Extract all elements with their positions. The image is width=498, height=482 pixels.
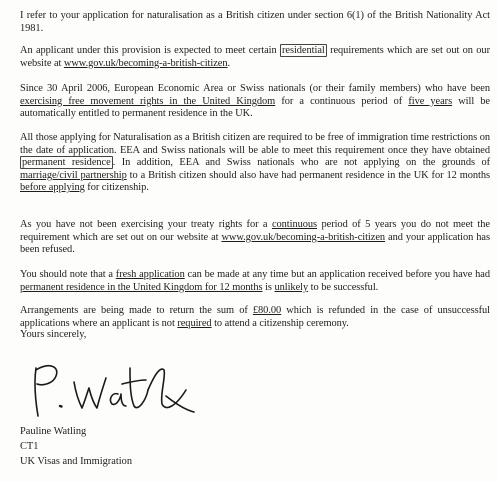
paragraph-text: which is refunded in the case of unsuccessful applications where an applicant is not [20, 305, 490, 329]
paragraph-application-reference [20, 10, 490, 35]
underlined-continuous: continuous [271, 219, 318, 230]
signatory-name: Pauline Watling [20, 426, 87, 437]
paragraph-text: for citizenship. [84, 182, 149, 194]
underlined-five-years: five years [408, 95, 453, 107]
paragraph-immigration-time-restrictions [20, 132, 490, 195]
paragraph-residential-requirements [20, 45, 490, 70]
paragraph-text: . [227, 57, 231, 69]
website-link[interactable]: www.gov.uk/becoming-a-british-citizen [63, 57, 228, 69]
underlined-before-applying: before applying [20, 182, 85, 194]
underlined-refund-amount: £80.00 [252, 305, 282, 316]
paragraph-text: Since 30 April 2006, European Economic Area or Swiss nationals (or their family members) who have been [20, 83, 490, 94]
paragraph-eea-nationals [20, 83, 490, 121]
paragraph-text: and your application has been refused. [20, 231, 490, 256]
paragraph-text: can be made at any time but an application received before you have had [184, 269, 490, 280]
paragraph-text: All those applying for Naturalisation as a British citizen are required to be free of immigration time restrictions on the date of application. EEA and Swiss nationals will be able to meet this requirement once they have obtained [20, 132, 490, 156]
underlined-free-movement-phrase: exercising free movement rights in the United Kingdom [20, 95, 276, 107]
paragraph-text: requirements which are set out on our website at [20, 45, 490, 69]
handwritten-signature [26, 360, 196, 422]
paragraph-text: Arrangements are being made to return the sum of [20, 305, 253, 316]
paragraph-text: to attend a citizenship ceremony. [211, 317, 349, 329]
paragraph-text: to be successful. [308, 281, 379, 293]
underlined-fresh-application: fresh application [115, 269, 185, 280]
paragraph-refund [20, 305, 490, 330]
signatory-department: UK Visas and Immigration [20, 456, 133, 467]
underlined-marriage-civil-partnership: marriage/civil partnership [20, 169, 127, 181]
paragraph-text: period of 5 years you do not meet the requirement which are set out on our website at [20, 219, 490, 243]
paragraph-text: As you have not been exercising your treaty rights for a [20, 219, 272, 230]
website-link[interactable]: www.gov.uk/becoming-a-british-citizen [221, 231, 386, 243]
paragraph-refusal-reason [20, 219, 490, 257]
paragraph-text: to a British citizen should also have had permanent residence in the UK for 12 months [126, 169, 490, 181]
paragraph-text: I refer to your application for naturalisation as a British citizen under section 6(1) of the British Nationality Act 1981. [20, 10, 490, 34]
underlined-unlikely: unlikely [274, 281, 309, 293]
paragraph-text: for a continuous period of [275, 95, 409, 107]
circled-phrase-permanent-residence: permanent residence [22, 157, 111, 169]
paragraph-text: is [262, 281, 275, 293]
underlined-permanent-residence-period: permanent residence in the United Kingdom for 12 months [20, 281, 263, 293]
underlined-required: required [177, 317, 212, 329]
circled-word-residential: residential [281, 45, 325, 56]
paragraph-text: You should note that a [20, 269, 116, 280]
paragraph-text: will be automatically entitled to permanent residence in the UK. [20, 95, 490, 120]
paragraph-text: An applicant under this provision is expected to meet certain [20, 45, 280, 56]
closing-salutation: Yours sincerely, [20, 329, 87, 340]
paragraph-fresh-application [20, 269, 490, 294]
paragraph-text: . In addition, EEA and Swiss nationals who are not applying on the grounds of [112, 157, 490, 169]
signatory-reference: CT1 [20, 441, 39, 452]
